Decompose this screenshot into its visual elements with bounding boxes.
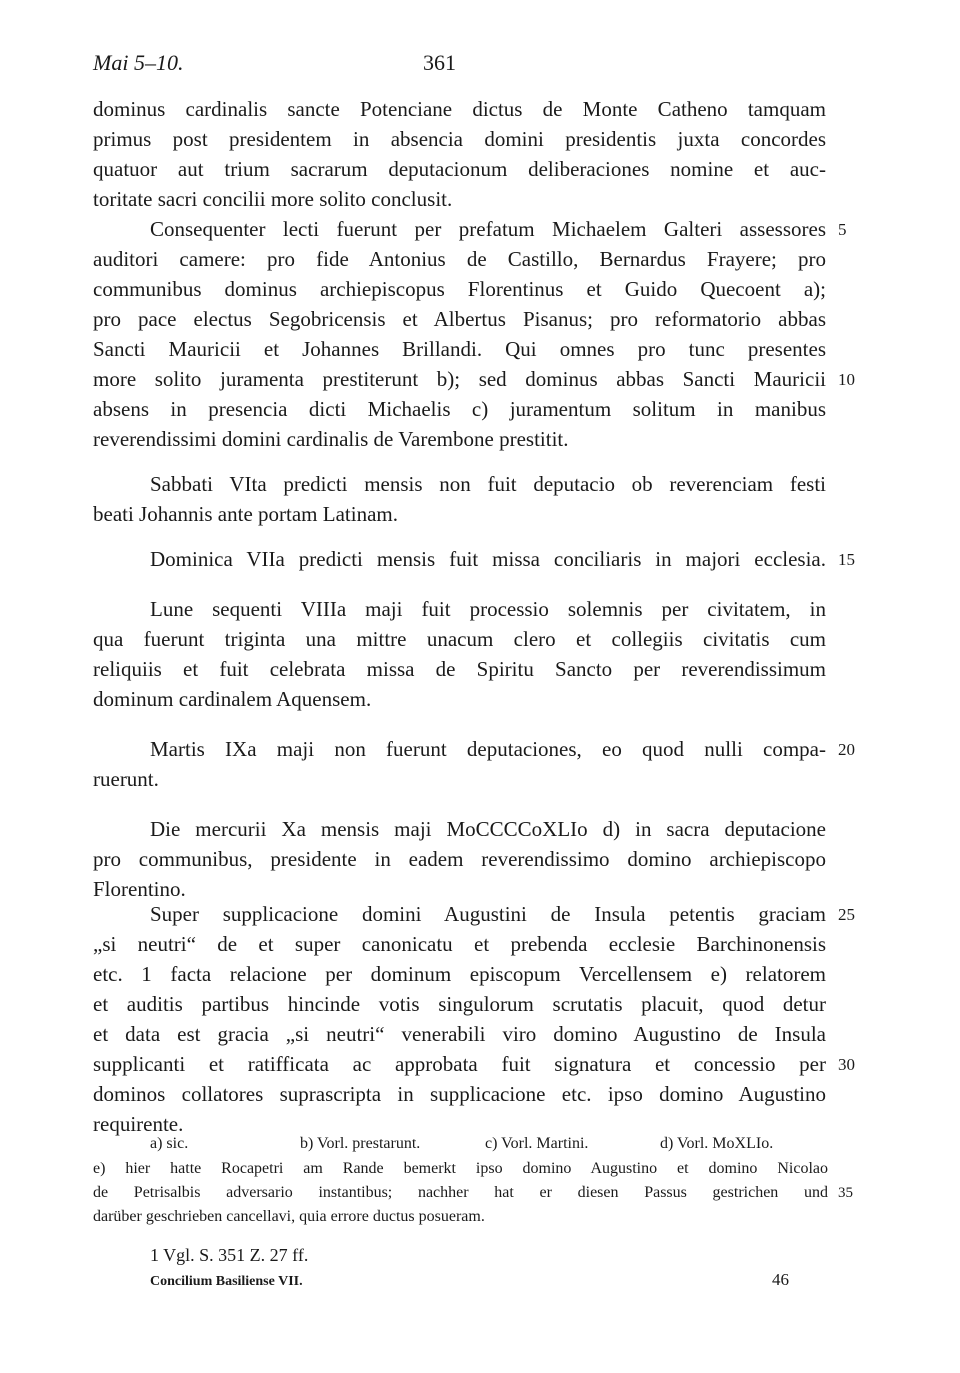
- text-line: Sabbati VIta predicti mensis non fuit deputacio ob reverenciam festi: [150, 472, 826, 496]
- text-line: reliquiis et fuit celebrata missa de Spiritu Sancto per reverendissimum: [93, 657, 826, 681]
- text-line: etc. 1 facta relacione per dominum episcopum Vercellensem e) relatorem: [93, 962, 826, 986]
- text-line: Dominica VIIa predicti mensis fuit missa conciliaris in majori ecclesia.: [150, 547, 826, 571]
- signature-mark: 46: [772, 1270, 789, 1289]
- variant-note: b) Vorl. prestarunt.: [300, 1135, 421, 1152]
- page-header: [93, 50, 828, 80]
- text-line: toritate sacri concilii more solito conclusit.: [93, 187, 453, 211]
- text-line: qua fuerunt triginta una mittre unacum clero et collegiis civitatis cum: [93, 627, 826, 651]
- text-line: dominus cardinalis sancte Potenciane dictus de Monte Catheno tamquam: [93, 97, 826, 121]
- text-line: more solito juramenta prestiterunt b); sed dominus abbas Sancti Mauricii: [93, 367, 826, 391]
- variant-note-line: de Petrisalbis adversario instantibus; nachher hat er diesen Passus gestrichen und: [93, 1184, 828, 1201]
- text-line: supplicanti et ratifficata ac approbata fuit signatura et concessio per: [93, 1052, 826, 1076]
- text-line: Consequenter lecti fuerunt per prefatum Michaelem Galteri assessores: [150, 217, 826, 241]
- variant-note-line: darüber geschrieben cancellavi, quia errore ductus posueram.: [93, 1208, 485, 1225]
- line-number: 10: [838, 370, 855, 389]
- text-line: Super supplicacione domini Augustini de Insula petentis graciam: [150, 902, 826, 926]
- variant-note: d) Vorl. MoXLIo.: [660, 1135, 774, 1152]
- variant-note-line: e) hier hatte Rocapetri am Rande bemerkt ipso domino Augustino et domino Nicolao: [93, 1160, 828, 1177]
- text-line: dominum cardinalem Aquensem.: [93, 687, 372, 711]
- text-line: et auditis partibus hincinde votis singulorum scrutatis placuit, quod detur: [93, 992, 826, 1016]
- line-number: 25: [838, 905, 855, 924]
- text-line: „si neutri“ de et super canonicatu et prebenda ecclesie Barchinonensis: [93, 932, 826, 956]
- text-line: absens in presencia dicti Michaelis c) juramentum solitum in manibus: [93, 397, 826, 421]
- text-line: dominos collatores suprascripta in supplicacione etc. ipso domino Augustino: [93, 1082, 826, 1106]
- page-number: 361: [423, 50, 456, 75]
- text-line: Die mercurii Xa mensis maji MoCCCCoXLIo d) in sacra deputacione: [150, 817, 826, 841]
- line-number: 30: [838, 1055, 855, 1074]
- text-line: pro pace electus Segobricensis et Albertus Pisanus; pro reformatorio abbas: [93, 307, 826, 331]
- text-line: Lune sequenti VIIIa maji fuit processio solemnis per civitatem, in: [150, 597, 826, 621]
- source-reference: 1 Vgl. S. 351 Z. 27 ff.: [150, 1245, 309, 1265]
- text-line: Florentino.: [93, 877, 186, 901]
- variant-note: c) Vorl. Martini.: [485, 1135, 589, 1152]
- running-head: Mai 5–10.: [93, 50, 184, 75]
- line-number: 5: [838, 220, 847, 239]
- volume-title: Concilium Basiliense VII.: [150, 1274, 303, 1289]
- text-line: requirente.: [93, 1112, 184, 1136]
- line-number: 35: [838, 1185, 853, 1201]
- text-line: quatuor aut trium sacrarum deputacionum deliberaciones nomine et auc-: [93, 157, 826, 181]
- text-line: communibus dominus archiepiscopus Florentinus et Guido Quecoent a);: [93, 277, 826, 301]
- text-line: auditori camere: pro fide Antonius de Castillo, Bernardus Frayere; pro: [93, 247, 826, 271]
- text-line: beati Johannis ante portam Latinam.: [93, 502, 398, 526]
- text-line: primus post presidentem in absencia domini presidentis juxta concordes: [93, 127, 826, 151]
- line-number: 20: [838, 740, 855, 759]
- text-line: Martis IXa maji non fuerunt deputaciones, eo quod nulli compa-: [150, 737, 826, 761]
- text-line: reverendissimi domini cardinalis de Varembone prestitit.: [93, 427, 569, 451]
- line-number: 15: [838, 550, 855, 569]
- text-line: pro communibus, presidente in eadem reverendissimo domino archiepiscopo: [93, 847, 826, 871]
- text-line: et data est gracia „si neutri“ venerabili viro domino Augustino de Insula: [93, 1022, 826, 1046]
- text-line: ruerunt.: [93, 767, 159, 791]
- variant-note: a) sic.: [150, 1135, 189, 1152]
- text-line: Sancti Mauricii et Johannes Brillandi. Qui omnes pro tunc presentes: [93, 337, 826, 361]
